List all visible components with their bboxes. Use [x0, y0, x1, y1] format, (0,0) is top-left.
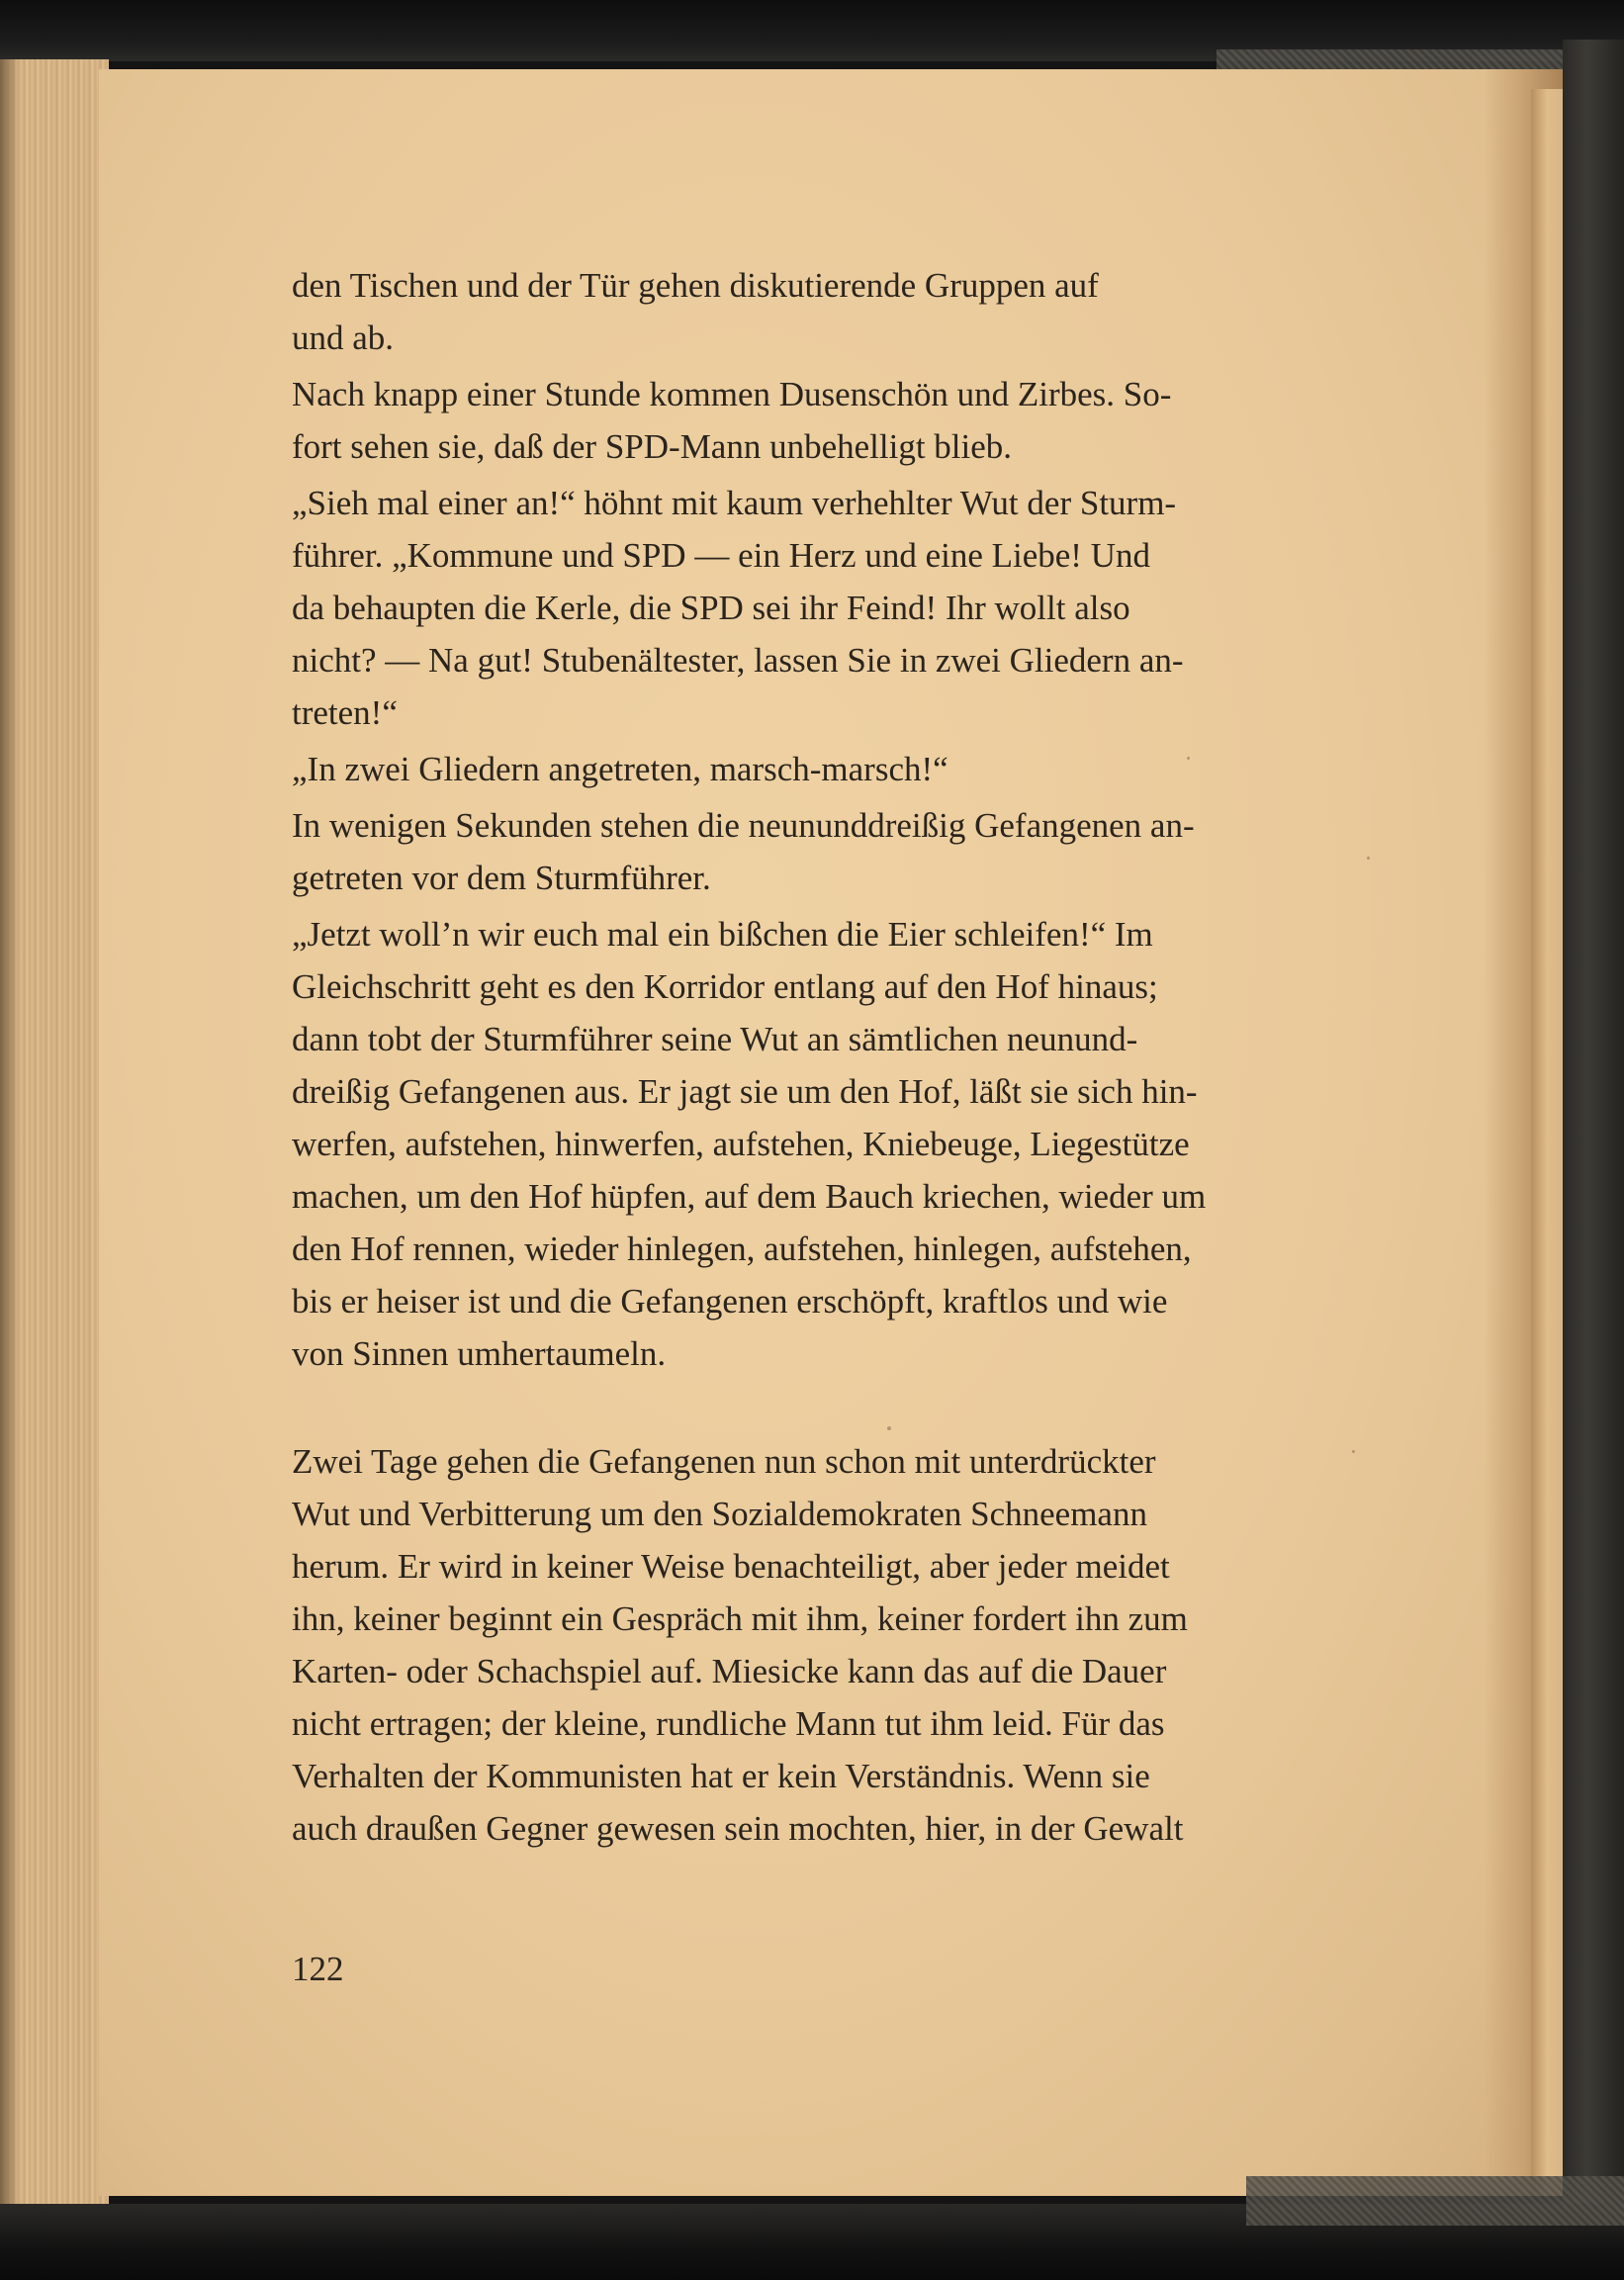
text-line: Karten- oder Schachspiel auf. Miesicke kann das auf die Dauer: [292, 1652, 1167, 1690]
text-line: da behaupten die Kerle, die SPD sei ihr Feind! Ihr wollt also: [292, 589, 1130, 627]
text-line: In wenigen Sekunden stehen die neununddreißig Gefangenen an-: [292, 806, 1195, 845]
text-line: „Jetzt woll’n wir euch mal ein bißchen die Eier schleifen!“ Im: [292, 915, 1153, 954]
text-line: ihn, keiner beginnt ein Gespräch mit ihm, keiner fordert ihn zum: [292, 1599, 1188, 1638]
text-line: Nach knapp einer Stunde kommen Dusenschön und Zirbes. So-: [292, 375, 1172, 413]
text-line: werfen, aufstehen, hinwerfen, aufstehen, Kniebeuge, Liegestütze: [292, 1125, 1190, 1163]
facing-page-edge: [1531, 89, 1567, 2196]
text-line: fort sehen sie, daß der SPD-Mann unbehelligt blieb.: [292, 427, 1013, 466]
text-line: den Tischen und der Tür gehen diskutierende Gruppen auf: [292, 266, 1099, 305]
text-line: Wut und Verbitterung um den Sozialdemokraten Schneemann: [292, 1495, 1147, 1533]
text-line: „In zwei Gliedern angetreten, marsch-marsch!“: [292, 750, 948, 788]
paper-speck: [1352, 1450, 1355, 1453]
text-line: bis er heiser ist und die Gefangenen erschöpft, kraftlos und wie: [292, 1282, 1168, 1321]
page-number: 122: [292, 1950, 344, 1988]
text-line: „Sieh mal einer an!“ höhnt mit kaum verhehlter Wut der Sturm-: [292, 484, 1177, 522]
paper-speck: [1367, 857, 1370, 860]
page-stack-shadow: [0, 59, 20, 2206]
text-line: getreten vor dem Sturmführer.: [292, 859, 711, 897]
text-line: treten!“: [292, 693, 398, 732]
text-line: machen, um den Hof hüpfen, auf dem Bauch kriechen, wieder um: [292, 1177, 1207, 1216]
paragraph: [292, 743, 1340, 795]
text-line: auch draußen Gegner gewesen sein mochten, hier, in der Gewalt: [292, 1809, 1184, 1848]
text-line: dann tobt der Sturmführer seine Wut an sämtlichen neunund-: [292, 1020, 1138, 1058]
text-line: nicht ertragen; der kleine, rundliche Mann tut ihm leid. Für das: [292, 1704, 1165, 1743]
text-line: von Sinnen umhertaumeln.: [292, 1334, 667, 1373]
text-line: herum. Er wird in keiner Weise benachteiligt, aber jeder meidet: [292, 1547, 1170, 1586]
text-line: Zwei Tage gehen die Gefangenen nun schon mit unterdrückter: [292, 1442, 1156, 1481]
text-line: den Hof rennen, wieder hinlegen, aufstehen, hinlegen, aufstehen,: [292, 1230, 1192, 1268]
text-line: dreißig Gefangenen aus. Er jagt sie um den Hof, läßt sie sich hin-: [292, 1072, 1198, 1111]
text-line: führer. „Kommune und SPD — ein Herz und eine Liebe! Und: [292, 536, 1150, 575]
book-cloth-binding-bottom: [1246, 2176, 1624, 2226]
text-line: Verhalten der Kommunisten hat er kein Verständnis. Wenn sie: [292, 1757, 1150, 1795]
book-cover-right-edge: [1563, 40, 1624, 2216]
page-body-text: [292, 259, 1340, 1859]
paragraph: [292, 1435, 1340, 1855]
paragraph: [292, 368, 1340, 473]
paragraph: [292, 477, 1340, 739]
paragraph: [292, 259, 1340, 364]
text-line: Gleichschritt geht es den Korridor entlang auf den Hof hinaus;: [292, 967, 1158, 1006]
paragraph: [292, 799, 1340, 904]
text-line: nicht? — Na gut! Stubenältester, lassen Sie in zwei Gliedern an-: [292, 641, 1184, 680]
paragraph: [292, 908, 1340, 1380]
text-line: und ab.: [292, 319, 395, 357]
